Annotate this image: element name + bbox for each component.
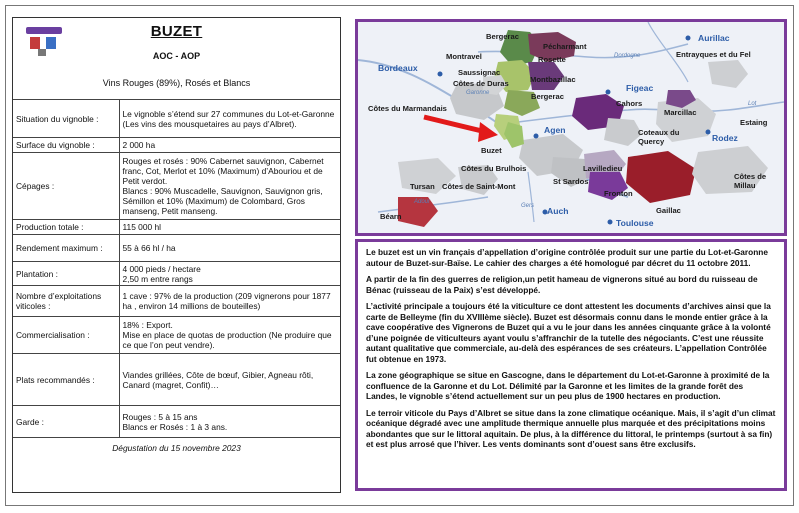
- map-label: Côtes de Millau: [734, 172, 767, 190]
- table-row: [13, 235, 340, 262]
- map-label: Tursan: [410, 182, 435, 191]
- map-label: Entrayques et du Fel: [676, 50, 751, 59]
- map-label: Rosette: [538, 55, 566, 64]
- map-label: Lavilledieu: [583, 164, 623, 173]
- row-label: Production totale :: [13, 220, 119, 235]
- table-row: [13, 317, 340, 354]
- row-value: 115 000 hl: [119, 220, 340, 235]
- map-label: Adour: [414, 199, 431, 205]
- map-label: Estaing: [740, 118, 768, 127]
- row-value: Rouges : 5 à 15 ans Blancs er Rosés : 1 à 3 ans.: [119, 406, 340, 438]
- row-label: Situation du vignoble :: [13, 100, 119, 138]
- row-label: Surface du vignoble :: [13, 138, 119, 153]
- table-row: [13, 262, 340, 286]
- row-label: Nombre d’exploitations viticoles :: [13, 286, 119, 317]
- tasting-date: Dégustation du 15 novembre 2023: [13, 438, 340, 458]
- map-label: Fronton: [604, 189, 633, 198]
- map-label: Gers: [521, 203, 535, 209]
- map-label: Montravel: [446, 52, 482, 61]
- map-label: Toulouse: [616, 218, 654, 228]
- vineyard-map: [355, 19, 787, 236]
- map-label: Montbazillac: [530, 75, 576, 84]
- table-row: [13, 354, 340, 406]
- map-label: Coteaux du Quercy: [638, 128, 680, 146]
- description-paragraph: Le terroir viticole du Pays d’Albret se situe dans la zone climatique océanique. Mais, il s’agit d’un climat océanique dégradé avec une amplitude thermique annuelle plus marquée et des précipitations moins abondantes que sur le littoral aquitain. De plus, à la différence du littoral, le printemps (surtout à sa fin) et est plus arrosé que l’hiver. Les vents dominants sont d’ouest sans être exclusifs.: [366, 407, 776, 449]
- row-value: 55 à 66 hl / ha: [119, 235, 340, 262]
- row-label: Commercialisation :: [13, 317, 119, 354]
- description-panel: [355, 239, 787, 491]
- map-label: Buzet: [481, 146, 502, 155]
- table-row: [13, 220, 340, 235]
- wine-types: Vins Rouges (89%), Rosés et Blancs: [102, 78, 251, 88]
- map-label: St Sardos: [553, 177, 589, 186]
- page-title: BUZET: [150, 23, 203, 40]
- table-row: [13, 153, 340, 220]
- row-value: Viandes grillées, Côte de bœuf, Gibier, Agneau rôti, Canard (magret, Confit)…: [119, 354, 340, 406]
- map-label: Auch: [547, 206, 569, 216]
- map-label: Garonne: [466, 90, 490, 96]
- description-paragraph: L’activité principale a toujours été la viticulture ce dont attestent les documents d’archives ainsi que la carte de Belleyme (fin du XVIIIème siècle). Buzet est désormais connu dans le monde entier grâce à la cave coopérative des Vignerons de Buzet qui a vu le jour dans les années cinquante grâce à la volonté d’une poignée de viticulteurs ayant voulu s’affranchir de la tutelle des négociants. C’est une réussite autant qualitative que commerciale, au-delà des espérances de ses créateurs. L’appellation Contrôlée fut obtenue en 1973.: [366, 301, 771, 364]
- table-row: [13, 286, 340, 317]
- map-label: Pécharmant: [543, 42, 587, 51]
- map-label: Cahors: [616, 99, 643, 108]
- map-label: Lot: [748, 101, 757, 107]
- map-label: Saussignac: [458, 68, 501, 77]
- map-label: Bergerac: [486, 32, 519, 41]
- table-row: [13, 406, 340, 438]
- map-label: Aurillac: [698, 33, 730, 43]
- row-label: Rendement maximum :: [13, 235, 119, 262]
- map-label: Côtes du Marmandais: [368, 104, 447, 113]
- info-panel: [12, 17, 341, 493]
- map-label: Agen: [544, 125, 566, 135]
- map-label: Côtes de Duras: [453, 79, 509, 88]
- map-label: Figeac: [626, 83, 654, 93]
- map-label: Rodez: [712, 133, 738, 143]
- row-value: Le vignoble s’étend sur 27 communes du Lot-et-Garonne (Les vins des mousquetaires au pays d’Albret).: [119, 100, 340, 138]
- appellation-subtitle: AOC - AOP: [152, 51, 201, 61]
- map-label: Gaillac: [656, 206, 681, 215]
- row-value: 2 000 ha: [119, 138, 340, 153]
- info-table: [13, 99, 340, 458]
- row-label: Plats recommandés :: [13, 354, 119, 406]
- row-label: Cépages :: [13, 153, 119, 220]
- map-label: Bergerac: [531, 92, 564, 101]
- map-label: Marcillac: [664, 108, 697, 117]
- map-label: Dordogne: [614, 53, 641, 59]
- map-label: Béarn: [380, 212, 402, 221]
- description-paragraph: La zone géographique se situe en Gascogne, dans le département du Lot-et-Garonne à proximité de la confluence de la Garonne et du Lot. Délimité par la Garonne et les limites de la grande forêt des Landes, le vignoble s’étend actuellement sur un peu plus de 1900 hectares en production.: [366, 370, 770, 401]
- row-value: Rouges et rosés : 90% Cabernet sauvignon, Cabernet franc, Cot, Merlot et 10% (Maximum) d’Abouriou et de Petit verdot. Blancs : 90% Muscadelle, Sauvignon, Sauvignon gris, Sémillon et 10% (Maximum) de Colombard, Gros manseng, Petit manseng.: [119, 153, 340, 220]
- map-label: Côtes du Brulhois: [461, 164, 527, 173]
- description-paragraph: A partir de la fin des guerres de religion,un petit hameau de vignerons situé au bord du ruisseau de Bénac (ruisseau de la Paix) s’est développé.: [366, 274, 758, 295]
- table-row: [13, 138, 340, 153]
- row-value: 18% : Export. Mise en place de quotas de production (Ne produire que ce que l’on peut vendre).: [119, 317, 340, 354]
- row-label: Plantation :: [13, 262, 119, 286]
- table-footer-row: [13, 438, 340, 458]
- row-value: 4 000 pieds / hectare 2,50 m entre rangs: [119, 262, 340, 286]
- map-label: Côtes de Saint-Mont: [442, 182, 516, 191]
- row-value: 1 cave : 97% de la production (209 vignerons pour 1877 ha , environ 14 millions de bouteilles): [119, 286, 340, 317]
- table-row: [13, 100, 340, 138]
- description-paragraph: Le buzet est un vin français d’appellation d’origine contrôlée produit sur une partie du Lot-et-Garonne autour de Buzet-sur-Baïse. Le cahier des charges a été homologué par décret du 11 octobre 2011.: [366, 247, 768, 268]
- map-label: Bordeaux: [378, 63, 418, 73]
- row-label: Garde :: [13, 406, 119, 438]
